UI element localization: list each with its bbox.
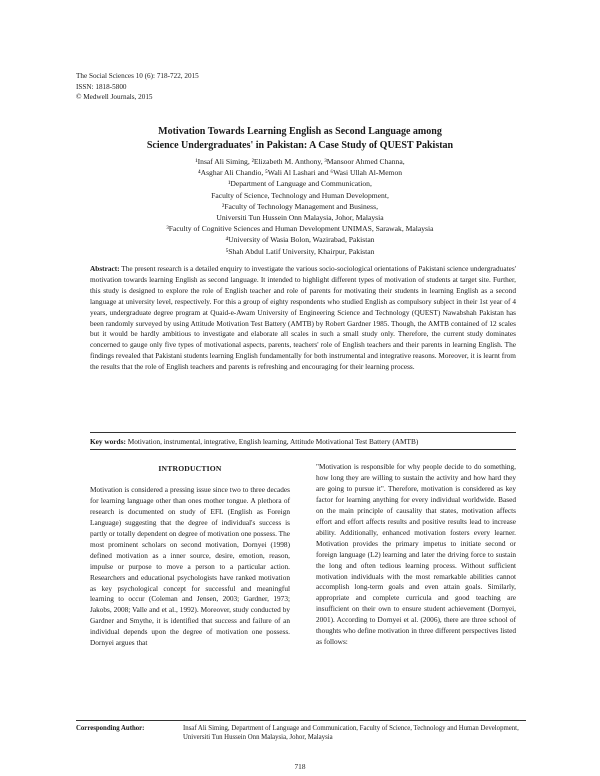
affiliation-3: ²Faculty of Technology Management and Business, xyxy=(222,201,378,211)
affiliation-1: ¹Department of Language and Communication, xyxy=(228,179,372,189)
column-right xyxy=(316,462,516,648)
affiliation-2: Faculty of Science, Technology and Human Development, xyxy=(211,190,389,200)
keywords-bottom-rule xyxy=(90,449,516,450)
affiliation-5: ³Faculty of Cognitive Sciences and Human Development UNIMAS, Sarawak, Malaysia xyxy=(166,224,434,234)
page-number: 718 xyxy=(294,762,306,771)
column-left xyxy=(90,464,290,649)
author-names-line1: ¹Insaf Ali Siming, ²Elizabeth M. Anthony, ³Mansoor Ahmed Channa, xyxy=(195,157,405,166)
abstract-text: The present research is a detailed enquiry to investigate the various socio-sociological orientations of Pakistani science undergraduates' motivation towards learning English as second language. It intended to highlight different types of motivation of students at target site. Further, this study is designed to explore the role of English teacher and role of parents for motivating their students in learning English as a second language at university level, respectively. For this a group of eighty respondents who studied English as compulsory subject in their 1st year of 4 years, undergraduate degree program at Quaid-e-Awam University of Engineering Science and Technology (QUEST) Nawabshah Pakistan has been randomly surveyed by using Attitude Motivation Test Battery (AMTB) by Robert Gardner 1985. Though, the AMTB contained of 12 scales but it would be hardly ambitious to investigate and elaborate all scales in such a small study only. Therefore, the current study dominates concerned to gauge only five types of motivational aspects, parents, teachers' role of English teachers and their parents in learning English. The findings revealed that Pakistani students learning English fundamentally for both instrumental and integrative reasons. Moreover, it is learnt from the results that the role of English teachers and parents is refreshing and encouraging for their learning process. xyxy=(90,264,516,372)
paper-title xyxy=(60,125,540,153)
keywords-label: Key words: xyxy=(90,437,126,446)
author-names-line2: ⁴Asghar Ali Chandio, ⁵Wali Al Lashari and ⁶Wasi Ullah Al-Memon xyxy=(197,168,403,178)
corresponding-author-label: Corresponding Author: xyxy=(76,725,145,732)
journal-copyright: © Medwell Journals, 2015 xyxy=(76,93,153,101)
introduction-heading: INTRODUCTION xyxy=(158,464,222,473)
abstract-label: Abstract: xyxy=(90,264,120,273)
keywords-text: Motivation, instrumental, integrative, English learning, Attitude Motivational Test Battery (AMTB) xyxy=(127,437,419,446)
paper-title-line1: Motivation Towards Learning English as Second Language among xyxy=(158,126,442,137)
journal-issn: ISSN: 1818-5800 xyxy=(76,82,127,91)
corresponding-author-text: Insaf Ali Siming, Department of Language and Communication, Faculty of Science, Technology and Human Development, Universiti Tun Hussein Onn Malaysia, Johor, Malaysia xyxy=(183,725,519,741)
footnote-rule xyxy=(76,720,526,721)
introduction-paragraph-left: Motivation is considered a pressing issue since two to three decades for learning language other than ones mother tongue. A plethora of research is documented on study of EFL (English as Foreign Language) suggesting that the degree of individual's success is partly or totally dependent on degree of motivation one possess. The most prominent scholars on second motivation, Dornyei (1998) defined motivation as a inner source, desire, emotion, reason, impulse or purpose to move a person to a particular action. Researchers and educational psychologists have ranked motivation as key psychological concept for successful and meaningful learning to occur (Coleman and Jensen, 2003; Gardner, 1973; Jakobs, 2008; Valle and et al., 1992). Moreover, study conducted by Gardner and Smythe, it is identified that success and failure of an individual depends upon the degree of motivation one possess. Dornyei argues that xyxy=(90,484,290,648)
journal-masthead xyxy=(76,71,199,103)
keywords xyxy=(90,437,516,447)
affiliation-4: Universiti Tun Hussein Onn Malaysia, Johor, Malaysia xyxy=(216,213,384,223)
paper-title-line2: Science Undergraduates' in Pakistan: A Case Study of QUEST Pakistan xyxy=(146,140,454,151)
affiliation-6: ⁴University of Wasia Bolon, Wazirabad, Pakistan xyxy=(225,235,375,245)
abstract xyxy=(90,264,516,373)
journal-citation: The Social Sciences 10 (6): 718-722, 2015 xyxy=(76,72,199,80)
author-block xyxy=(90,156,510,257)
introduction-paragraph-right: "Motivation is responsible for why people decide to do something, how long they are willing to sustain the activity and how hard they are going to pursue it". Therefore, motivation is considered as key factor for learning anything for every individual worldwide. Based on the main principle of causality that states, motivation affects effort and effort affects results and positive results lead to increase ability. Additionally, enhanced motivation fosters every learner. Motivation provides the primary impetus to initiate second or foreign language (L2) learning and later the driving force to sustain the long and often tedious learning process. Without sufficient motivation individuals with the most remarkable abilities cannot accomplish long-term goals and even attain goals. Similarly, appropriate and complete curricula and good teaching are insufficient on their own to ensure student achievement (Dornyei, 2001). According to Dornyei et al. (2006), there are three school of thoughts who define motivation in three different perspectives listed as follows: xyxy=(316,462,516,647)
keywords-top-rule xyxy=(90,432,516,433)
affiliation-7: ⁵Shah Abdul Latif University, Khairpur, Pakistan xyxy=(225,246,375,256)
